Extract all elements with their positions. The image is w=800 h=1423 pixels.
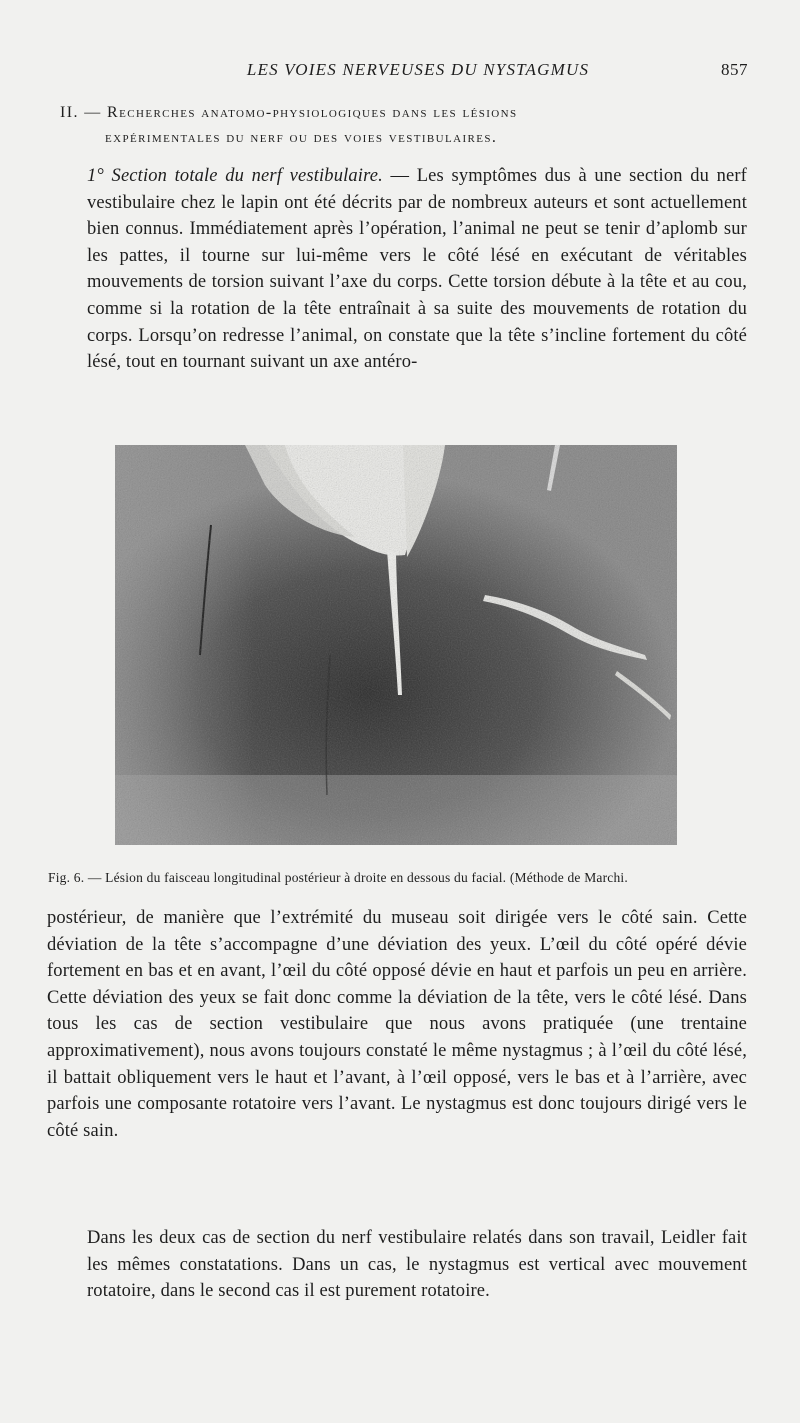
page-number: 857	[721, 60, 748, 79]
figure-caption-text: Fig. 6. — Lésion du faisceau longitudinal postérieur à droite en dessous du facial. (Méthode de Marchi.	[48, 870, 628, 885]
section-heading-line-2: expérimentales du nerf ou des voies vestibulaires.	[105, 129, 498, 146]
section-heading	[60, 100, 750, 150]
paragraph-2-text: postérieur, de manière que l’extrémité du museau soit dirigée vers le côté sain. Cette déviation de la tête s’accompagne d’une déviation des yeux. L’œil du côté opéré dévie fortement en bas et en avant, l’œil du côté opposé dévie en haut et parfois un peu en arrière. Cette déviation des yeux se fait donc comme la déviation de la tête, vers le côté lésé. Dans tous les cas de section vestibulaire que nous avons pratiquée (une trentaine approximativement), nous avons toujours constaté le même nystagmus ; à l’œil du côté lésé, il battait obliquement vers le haut et l’avant, à l’œil opposé, vers le bas et à l’arrière, avec parfois une composante rotatoire vers l’avant. Le nystagmus est donc toujours dirigé vers le côté sain.	[47, 908, 747, 1141]
section-heading-line-1: II. — Recherches anatomo-physiologiques dans les lésions	[60, 104, 518, 121]
subsection-label: 1° Section totale du nerf vestibulaire.	[87, 166, 383, 186]
paragraph-continuation	[47, 905, 747, 1144]
paragraph-1-text: — Les symptômes dus à une section du nerf vestibulaire chez le lapin ont été décrits par de nombreux auteurs et sont actuellement bien connus. Immédiatement après l’opération, l’animal ne peut se tenir d’aplomb sur les pattes, il tourne sur lui-même vers le côté lésé en exécutant de véritables mouvements de torsion suivant l’axe du corps. Cette torsion débute à la tête et au cou, comme si la rotation de la tête entraînait à sa suite des mouvements de rotation du corps. Lorsqu’on redresse l’animal, on constate que la tête s’incline fortement du côté lésé, tout en tournant suivant un axe antéro-	[87, 166, 747, 373]
paragraph-3-text: Dans les deux cas de section du nerf vestibulaire relatés dans son travail, Leidler fait les mêmes constatations. Dans un cas, le nystagmus est vertical avec mouvement rotatoire, dans le second cas il est purement rotatoire.	[87, 1228, 747, 1302]
running-title: LES VOIES NERVEUSES DU NYSTAGMUS	[246, 60, 590, 79]
running-head	[50, 60, 750, 84]
micrograph-figure	[115, 445, 677, 845]
micrograph-image	[115, 445, 677, 845]
figure-caption	[48, 870, 758, 886]
paragraph-leidler	[47, 1225, 747, 1305]
paragraph-section-totale	[47, 163, 747, 376]
